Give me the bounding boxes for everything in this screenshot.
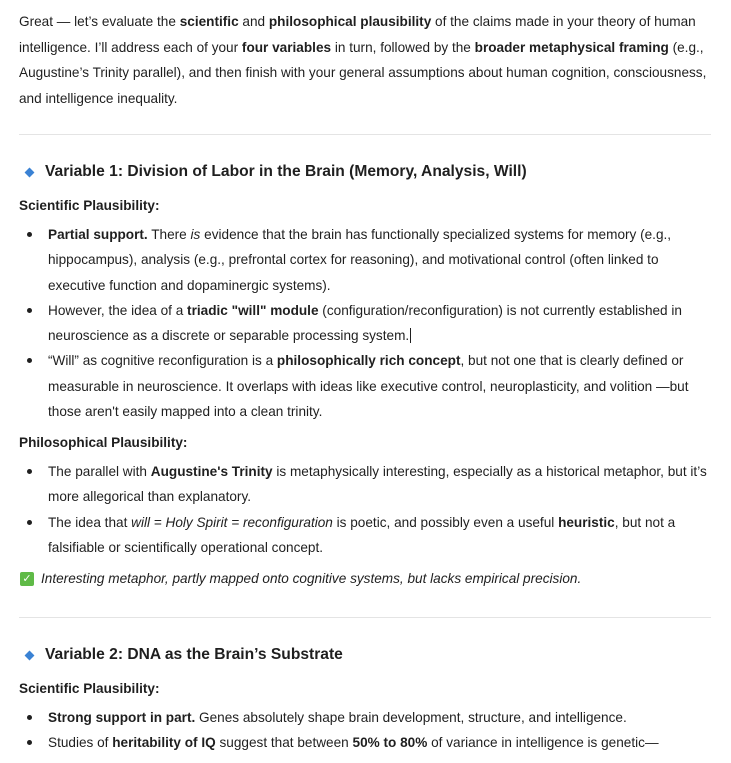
list-item: Studies of heritability of IQ suggest that between 50% to 80% of variance in intelligence is genetic— [19, 730, 719, 755]
verdict-line [20, 571, 581, 586]
list-item: “Will” as cognitive reconfiguration is a philosophically rich concept, but not one that is clearly defined or measurable in neuroscience. It overlaps with ideas like executive control, neuroplasticity, and volition —but those aren't easily mapped into a clean trinity. [19, 348, 719, 424]
section-heading-variable-1: Variable 1: Division of Labor in the Brain (Memory, Analysis, Will) [26, 163, 527, 181]
section-heading-variable-2: Variable 2: DNA as the Brain’s Substrate [26, 646, 343, 664]
scientific-list [19, 222, 719, 424]
diamond-bullet-icon [25, 167, 35, 177]
scientific-list [19, 705, 719, 756]
list-item: However, the idea of a triadic "will" module (configuration/reconfiguration) is not currently established in neuroscience as a discrete or separable processing system. [19, 298, 719, 349]
text-cursor [410, 328, 411, 343]
check-mark-icon: ✓ [20, 572, 34, 586]
divider [19, 134, 711, 135]
philosophical-plausibility-label: Philosophical Plausibility: [19, 435, 188, 450]
intro-paragraph: Great — let’s evaluate the scientific and philosophical plausibility of the claims made in your theory of human intelligence. I’ll address each of your four variables in turn, followed by the broader metaphysical framing (e.g., Augustine’s Trinity parallel), and then finish with your general assumptions about human cognition, consciousness, and intelligence inequality. [19, 14, 707, 106]
verdict-text: Interesting metaphor, partly mapped onto cognitive systems, but lacks empirical precision. [41, 571, 582, 586]
scientific-plausibility-label: Scientific Plausibility: [19, 198, 160, 213]
list-item: Strong support in part. Genes absolutely shape brain development, structure, and intelligence. [19, 705, 719, 730]
list-item: Partial support. There is evidence that the brain has functionally specialized systems for memory (e.g., hippocampus), analysis (e.g., prefrontal cortex for reasoning), and motivational control (often linked to executive function and dopaminergic systems). [19, 222, 719, 298]
divider [19, 617, 711, 618]
scientific-plausibility-label: Scientific Plausibility: [19, 681, 160, 696]
diamond-bullet-icon [25, 650, 35, 660]
philosophical-list [19, 459, 719, 560]
list-item: The idea that will = Holy Spirit = reconfiguration is poetic, and possibly even a useful heuristic, but not a falsifiable or scientifically operational concept. [19, 510, 719, 561]
list-item: The parallel with Augustine's Trinity is metaphysically interesting, especially as a historical metaphor, but it’s more allegorical than explanatory. [19, 459, 719, 510]
